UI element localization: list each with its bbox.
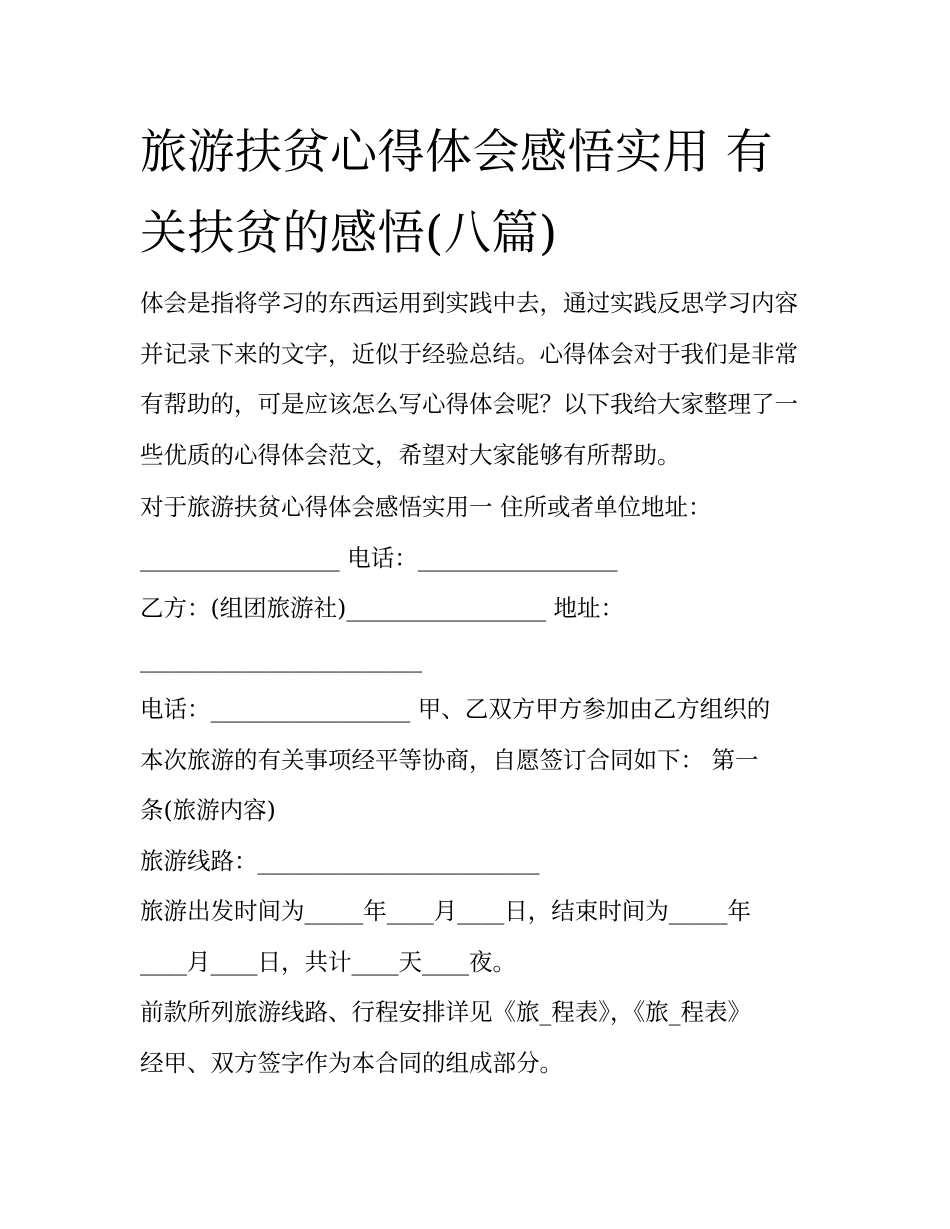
text-line: 电话：_________________ 甲、乙双方甲方参加由乙方组织的 [140,695,771,723]
text-line: ________________________ [140,644,422,673]
text-line: _________________ 电话：_________________ [140,543,618,572]
text-line: 对于旅游扶贫心得体会感悟实用一 住所或者单位地址： [140,493,712,521]
text-line: 旅游线路：________________________ [140,846,540,875]
text-line: 前款所列旅游线路、行程安排详见《旅_程表》，《旅_程表》 [140,998,751,1026]
text-line: ____月____日，共计____天____夜。 [140,947,516,976]
intro-paragraph: 体会是指将学习的东西运用到实践中去，通过实践反思学习内容并记录下来的文字，近似于经验总结。心得体会对于我们是非常有帮助的，可是应该怎么写心得体会呢？以下我给大家整理了一些优质的心得体会范文，希望对大家能够有所帮助。 [140,289,798,469]
document-page [140,112,820,1088]
text-line: 本次旅游的有关事项经平等协商，自愿签订合同如下： 第一 [140,745,759,774]
document-title: 旅游扶贫心得体会感悟实用 有关扶贫的感悟(八篇) [140,125,773,261]
text-line: 乙方：(组团旅游社)_________________ 地址： [140,594,625,622]
text-line: 经甲、双方签字作为本合同的组成部分。 [140,1048,563,1077]
document-body [140,278,820,1088]
text-line: 条(旅游内容) [140,796,276,824]
text-line: 旅游出发时间为_____年____月____日，结束时间为_____年 [140,897,751,925]
